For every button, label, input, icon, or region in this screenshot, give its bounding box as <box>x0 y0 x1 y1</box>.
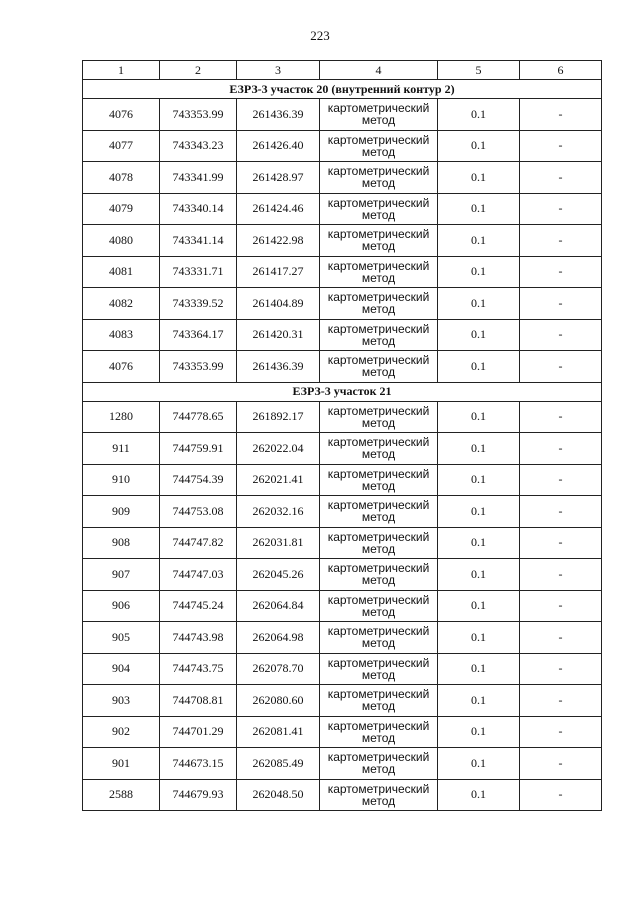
method-line-2: метод <box>361 762 396 777</box>
note-cell: - <box>520 433 602 465</box>
note-cell: - <box>520 622 602 654</box>
point-number-cell: 4077 <box>83 130 160 162</box>
x-coordinate-cell: 743331.71 <box>160 256 237 288</box>
accuracy-cell: 0.1 <box>438 256 520 288</box>
note-cell: - <box>520 99 602 131</box>
table-row <box>83 685 602 717</box>
table-row <box>83 622 602 654</box>
table-row <box>83 130 602 162</box>
y-coordinate-cell: 262022.04 <box>237 433 320 465</box>
method-cell <box>320 464 438 496</box>
method-cell <box>320 653 438 685</box>
method-line-1: картометрический <box>327 624 430 639</box>
point-number-cell: 911 <box>83 433 160 465</box>
method-line-1: картометрический <box>327 529 430 544</box>
point-number-cell: 4080 <box>83 225 160 257</box>
method-line-2: метод <box>361 365 396 380</box>
accuracy-cell: 0.1 <box>438 401 520 433</box>
method-cell <box>320 527 438 559</box>
y-coordinate-cell: 261428.97 <box>237 162 320 194</box>
method-line-2: метод <box>361 270 396 285</box>
note-cell: - <box>520 653 602 685</box>
note-cell: - <box>520 748 602 780</box>
y-coordinate-cell: 261436.39 <box>237 351 320 383</box>
note-cell: - <box>520 685 602 717</box>
method-line-2: метод <box>361 144 396 159</box>
y-coordinate-cell: 261417.27 <box>237 256 320 288</box>
note-cell: - <box>520 401 602 433</box>
y-coordinate-cell: 262021.41 <box>237 464 320 496</box>
method-cell <box>320 622 438 654</box>
method-line-2: метод <box>361 667 396 682</box>
note-cell: - <box>520 193 602 225</box>
x-coordinate-cell: 743353.99 <box>160 99 237 131</box>
note-cell: - <box>520 496 602 528</box>
column-header-3: 3 <box>237 61 320 80</box>
method-line-2: метод <box>361 573 396 588</box>
method-line-2: метод <box>361 207 396 222</box>
y-coordinate-cell: 262085.49 <box>237 748 320 780</box>
table-row <box>83 401 602 433</box>
note-cell: - <box>520 527 602 559</box>
method-cell <box>320 319 438 351</box>
method-line-1: картометрический <box>327 435 430 450</box>
method-line-2: метод <box>361 699 396 714</box>
point-number-cell: 4079 <box>83 193 160 225</box>
note-cell: - <box>520 288 602 320</box>
method-line-1: картометрический <box>327 258 430 273</box>
accuracy-cell: 0.1 <box>438 351 520 383</box>
accuracy-cell: 0.1 <box>438 162 520 194</box>
table-row <box>83 351 602 383</box>
y-coordinate-cell: 261420.31 <box>237 319 320 351</box>
section-title: ЕЗРЗ-3 участок 20 (внутренний контур 2) <box>83 80 602 99</box>
method-line-1: картометрический <box>327 227 430 242</box>
method-line-1: картометрический <box>327 498 430 513</box>
point-number-cell: 907 <box>83 559 160 591</box>
y-coordinate-cell: 261404.89 <box>237 288 320 320</box>
method-cell <box>320 225 438 257</box>
accuracy-cell: 0.1 <box>438 99 520 131</box>
section-title-row <box>83 80 602 99</box>
note-cell: - <box>520 559 602 591</box>
method-line-1: картометрический <box>327 687 430 702</box>
column-header-5: 5 <box>438 61 520 80</box>
accuracy-cell: 0.1 <box>438 319 520 351</box>
y-coordinate-cell: 261892.17 <box>237 401 320 433</box>
method-line-2: метод <box>361 604 396 619</box>
table-row <box>83 559 602 591</box>
method-line-2: метод <box>361 510 396 525</box>
method-line-2: метод <box>361 541 396 556</box>
method-line-1: картометрический <box>327 101 430 116</box>
method-line-2: метод <box>361 113 396 128</box>
method-cell <box>320 288 438 320</box>
method-cell <box>320 351 438 383</box>
column-header-6: 6 <box>520 61 602 80</box>
y-coordinate-cell: 262031.81 <box>237 527 320 559</box>
section-title-row <box>83 382 602 401</box>
method-line-1: картометрический <box>327 195 430 210</box>
method-cell <box>320 433 438 465</box>
table-row <box>83 496 602 528</box>
x-coordinate-cell: 743364.17 <box>160 319 237 351</box>
table-row <box>83 433 602 465</box>
method-line-1: картометрический <box>327 403 430 418</box>
method-cell <box>320 193 438 225</box>
point-number-cell: 902 <box>83 716 160 748</box>
point-number-cell: 4082 <box>83 288 160 320</box>
page-number: 223 <box>310 28 330 43</box>
x-coordinate-cell: 744701.29 <box>160 716 237 748</box>
coordinates-table <box>82 60 602 811</box>
y-coordinate-cell: 262045.26 <box>237 559 320 591</box>
x-coordinate-cell: 744743.75 <box>160 653 237 685</box>
method-cell <box>320 748 438 780</box>
x-coordinate-cell: 744673.15 <box>160 748 237 780</box>
method-line-2: метод <box>361 302 396 317</box>
method-line-2: метод <box>361 793 396 808</box>
x-coordinate-cell: 744747.03 <box>160 559 237 591</box>
point-number-cell: 4081 <box>83 256 160 288</box>
method-line-1: картометрический <box>327 718 430 733</box>
x-coordinate-cell: 743353.99 <box>160 351 237 383</box>
column-header-2: 2 <box>160 61 237 80</box>
y-coordinate-cell: 261436.39 <box>237 99 320 131</box>
method-line-2: метод <box>361 333 396 348</box>
x-coordinate-cell: 744708.81 <box>160 685 237 717</box>
table-row <box>83 256 602 288</box>
table-row <box>83 162 602 194</box>
column-header-1: 1 <box>83 61 160 80</box>
point-number-cell: 910 <box>83 464 160 496</box>
x-coordinate-cell: 744679.93 <box>160 779 237 811</box>
accuracy-cell: 0.1 <box>438 748 520 780</box>
method-cell <box>320 496 438 528</box>
y-coordinate-cell: 262064.98 <box>237 622 320 654</box>
method-line-2: метод <box>361 636 396 651</box>
accuracy-cell: 0.1 <box>438 464 520 496</box>
point-number-cell: 4076 <box>83 99 160 131</box>
method-line-1: картометрический <box>327 132 430 147</box>
x-coordinate-cell: 744759.91 <box>160 433 237 465</box>
note-cell: - <box>520 590 602 622</box>
accuracy-cell: 0.1 <box>438 130 520 162</box>
point-number-cell: 901 <box>83 748 160 780</box>
accuracy-cell: 0.1 <box>438 685 520 717</box>
column-header-4: 4 <box>320 61 438 80</box>
point-number-cell: 909 <box>83 496 160 528</box>
method-line-2: метод <box>361 176 396 191</box>
method-line-2: метод <box>361 415 396 430</box>
table-row <box>83 779 602 811</box>
point-number-cell: 4076 <box>83 351 160 383</box>
x-coordinate-cell: 744745.24 <box>160 590 237 622</box>
note-cell: - <box>520 716 602 748</box>
accuracy-cell: 0.1 <box>438 288 520 320</box>
table-row <box>83 319 602 351</box>
point-number-cell: 905 <box>83 622 160 654</box>
method-line-1: картометрический <box>327 290 430 305</box>
method-line-1: картометрический <box>327 466 430 481</box>
x-coordinate-cell: 743341.14 <box>160 225 237 257</box>
method-cell <box>320 779 438 811</box>
method-line-1: картометрический <box>327 164 430 179</box>
method-cell <box>320 590 438 622</box>
note-cell: - <box>520 162 602 194</box>
accuracy-cell: 0.1 <box>438 622 520 654</box>
table-row <box>83 288 602 320</box>
method-cell <box>320 716 438 748</box>
method-cell <box>320 99 438 131</box>
x-coordinate-cell: 743340.14 <box>160 193 237 225</box>
note-cell: - <box>520 256 602 288</box>
table-row <box>83 716 602 748</box>
table-row <box>83 527 602 559</box>
point-number-cell: 906 <box>83 590 160 622</box>
y-coordinate-cell: 262064.84 <box>237 590 320 622</box>
method-line-1: картометрический <box>327 353 430 368</box>
accuracy-cell: 0.1 <box>438 716 520 748</box>
section-title: ЕЗРЗ-3 участок 21 <box>83 382 602 401</box>
accuracy-cell: 0.1 <box>438 779 520 811</box>
method-line-1: картометрический <box>327 592 430 607</box>
point-number-cell: 904 <box>83 653 160 685</box>
y-coordinate-cell: 261424.46 <box>237 193 320 225</box>
note-cell: - <box>520 351 602 383</box>
method-cell <box>320 559 438 591</box>
method-line-1: картометрический <box>327 781 430 796</box>
method-cell <box>320 256 438 288</box>
x-coordinate-cell: 743341.99 <box>160 162 237 194</box>
note-cell: - <box>520 130 602 162</box>
x-coordinate-cell: 744778.65 <box>160 401 237 433</box>
note-cell: - <box>520 464 602 496</box>
table-row <box>83 225 602 257</box>
accuracy-cell: 0.1 <box>438 559 520 591</box>
accuracy-cell: 0.1 <box>438 653 520 685</box>
method-cell <box>320 130 438 162</box>
point-number-cell: 903 <box>83 685 160 717</box>
y-coordinate-cell: 262032.16 <box>237 496 320 528</box>
x-coordinate-cell: 744754.39 <box>160 464 237 496</box>
table-row <box>83 193 602 225</box>
x-coordinate-cell: 743339.52 <box>160 288 237 320</box>
accuracy-cell: 0.1 <box>438 527 520 559</box>
accuracy-cell: 0.1 <box>438 433 520 465</box>
point-number-cell: 4083 <box>83 319 160 351</box>
x-coordinate-cell: 744743.98 <box>160 622 237 654</box>
y-coordinate-cell: 261426.40 <box>237 130 320 162</box>
table-row <box>83 653 602 685</box>
y-coordinate-cell: 261422.98 <box>237 225 320 257</box>
note-cell: - <box>520 779 602 811</box>
y-coordinate-cell: 262048.50 <box>237 779 320 811</box>
method-line-1: картометрический <box>327 655 430 670</box>
note-cell: - <box>520 319 602 351</box>
x-coordinate-cell: 744747.82 <box>160 527 237 559</box>
y-coordinate-cell: 262080.60 <box>237 685 320 717</box>
method-cell <box>320 685 438 717</box>
method-cell <box>320 401 438 433</box>
header-row <box>83 61 602 80</box>
method-line-1: картометрический <box>327 750 430 765</box>
note-cell: - <box>520 225 602 257</box>
x-coordinate-cell: 744753.08 <box>160 496 237 528</box>
accuracy-cell: 0.1 <box>438 496 520 528</box>
point-number-cell: 1280 <box>83 401 160 433</box>
accuracy-cell: 0.1 <box>438 193 520 225</box>
method-line-2: метод <box>361 239 396 254</box>
table-row <box>83 748 602 780</box>
method-line-2: метод <box>361 730 396 745</box>
x-coordinate-cell: 743343.23 <box>160 130 237 162</box>
accuracy-cell: 0.1 <box>438 225 520 257</box>
table-row <box>83 590 602 622</box>
point-number-cell: 4078 <box>83 162 160 194</box>
method-cell <box>320 162 438 194</box>
point-number-cell: 908 <box>83 527 160 559</box>
table-row <box>83 99 602 131</box>
method-line-1: картометрический <box>327 321 430 336</box>
y-coordinate-cell: 262081.41 <box>237 716 320 748</box>
method-line-2: метод <box>361 447 396 462</box>
table-row <box>83 464 602 496</box>
method-line-2: метод <box>361 478 396 493</box>
accuracy-cell: 0.1 <box>438 590 520 622</box>
y-coordinate-cell: 262078.70 <box>237 653 320 685</box>
method-line-1: картометрический <box>327 561 430 576</box>
point-number-cell: 2588 <box>83 779 160 811</box>
